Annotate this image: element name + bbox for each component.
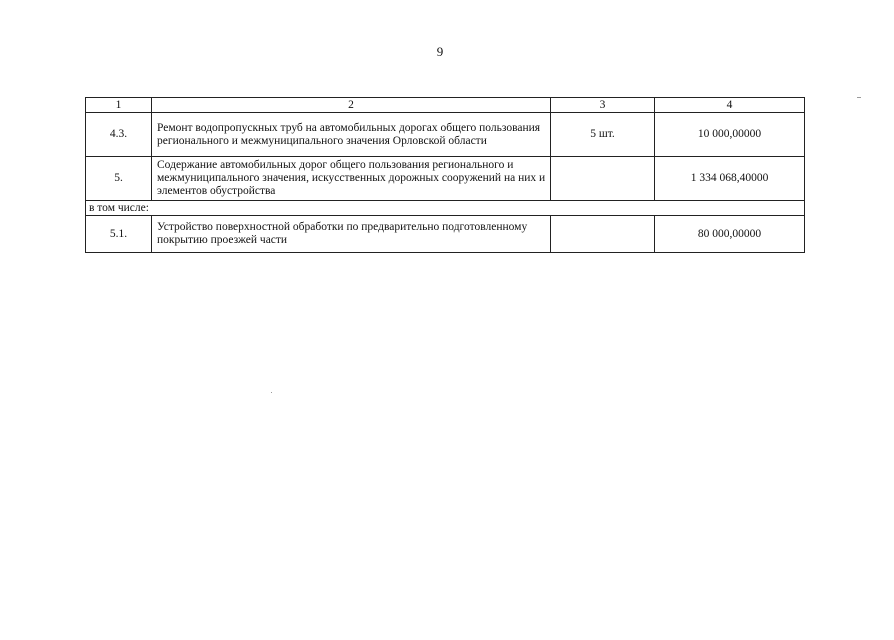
row-quantity-cell: [551, 216, 655, 253]
table-row: [86, 113, 805, 157]
column-header: 4: [655, 98, 805, 113]
column-header: 1: [86, 98, 152, 113]
row-number-cell: 5.: [86, 157, 152, 201]
row-description-cell: Содержание автомобильных дорог общего пользования регионального и межмуниципального значения, искусственных дорожных сооружений на них и элементов обустройства: [152, 157, 551, 201]
column-header: 2: [152, 98, 551, 113]
row-quantity-cell: 5 шт.: [551, 113, 655, 157]
row-number-cell: 5.1.: [86, 216, 152, 253]
scan-speck: [271, 392, 272, 393]
row-quantity-cell: [551, 157, 655, 201]
column-header: 3: [551, 98, 655, 113]
row-amount-cell: 1 334 068,40000: [655, 157, 805, 201]
row-amount-cell: 80 000,00000: [655, 216, 805, 253]
subheader-cell: в том числе:: [86, 201, 805, 216]
scan-speck: [857, 97, 861, 98]
row-number-cell: 4.3.: [86, 113, 152, 157]
table-row: [86, 216, 805, 253]
table-row: [86, 157, 805, 201]
table-subheader-row: [86, 201, 805, 216]
row-description-cell: Ремонт водопропускных труб на автомобильных дорогах общего пользования регионального и межмуниципального значения Орловской области: [152, 113, 551, 157]
table-header-row: [86, 98, 805, 113]
row-amount-cell: 10 000,00000: [655, 113, 805, 157]
budget-table: [85, 97, 805, 253]
row-description-cell: Устройство поверхностной обработки по предварительно подготовленному покрытию проезжей части: [152, 216, 551, 253]
page-number: 9: [436, 44, 444, 59]
